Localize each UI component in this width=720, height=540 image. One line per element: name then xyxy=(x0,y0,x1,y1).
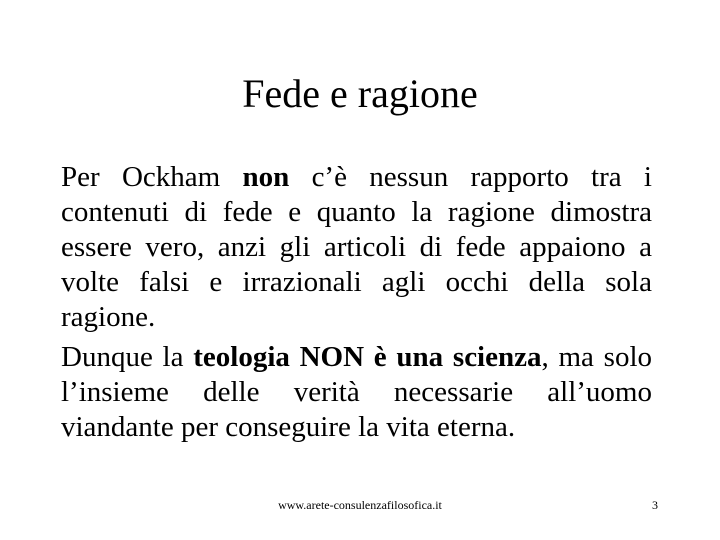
footer-url: www.arete-consulenzafilosofica.it xyxy=(278,498,442,512)
emphasis-teologia: teologia NON è una scienza xyxy=(193,341,542,373)
paragraph-teologia-text-end: , ma solo l’insieme delle verità necessarie all’uomo viandante per conseguire la vita eterna. xyxy=(61,341,652,443)
paragraph-teologia-text-start: Dunque la xyxy=(61,341,194,373)
slide-body xyxy=(61,160,652,445)
paragraph-ockham-text-end: c’è nessun rapporto tra i contenuti di fede e quanto la ragione dimostra essere vero, anzi gli articoli di fede appaiono a volte falsi e irrazionali agli occhi della sola ragione. xyxy=(61,161,652,333)
page-number: 3 xyxy=(652,498,658,512)
paragraph-teologia xyxy=(61,340,652,445)
slide-title: Fede e ragione xyxy=(242,71,478,116)
emphasis-non: non xyxy=(242,161,290,193)
paragraph-ockham xyxy=(61,160,652,335)
paragraph-ockham-text-start: Per Ockham xyxy=(61,161,243,193)
